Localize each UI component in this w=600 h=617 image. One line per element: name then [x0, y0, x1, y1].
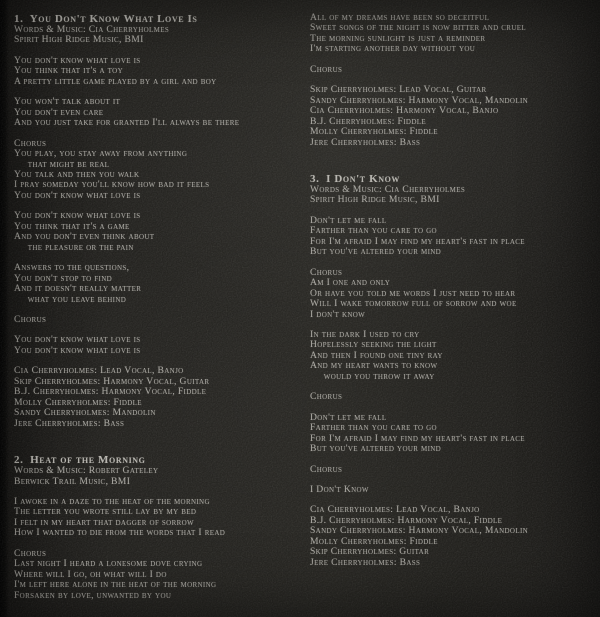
song-3-credits	[310, 505, 598, 568]
lyric-line: And you don't even think about	[14, 231, 155, 243]
song-3-chorus-ref-2	[310, 465, 598, 475]
credit-line: Skip Cherryholmes: Lead Vocal, Guitar	[310, 84, 487, 96]
lyric-line: Chorus	[310, 463, 343, 475]
song-3-verse-2	[310, 330, 598, 382]
lyric-line: Spirit High Ridge Music, BMI	[310, 194, 440, 206]
lyric-line: what you leave behind	[14, 293, 127, 305]
lyric-line: Last night I heard a lonesome dove crying	[14, 558, 203, 570]
credit-line: Sandy Cherryholmes: Harmony Vocal, Mandolin	[310, 94, 529, 106]
lyric-line: But you've altered your mind	[310, 246, 442, 258]
song-2-chorus-ref	[310, 65, 598, 75]
lyric-line: I Don't Know	[310, 483, 369, 495]
lyric-line: that might be real	[14, 158, 110, 170]
lyric-line: You don't know what love is	[14, 210, 141, 222]
lyric-line: Chorus	[14, 547, 47, 559]
song-1-credits	[14, 366, 306, 429]
song-3-verse-3	[310, 413, 598, 455]
lyric-line: You don't know what love is	[14, 334, 141, 346]
song-1-verse-1	[14, 56, 306, 87]
lyric-line: You don't know what love is	[14, 189, 141, 201]
lyric-line: Farther than you care to go	[310, 225, 437, 237]
credit-line: B.J. Cherryholmes: Harmony Vocal, Fiddle	[14, 386, 207, 398]
song-1-chorus-ref	[14, 315, 306, 325]
lyric-line: You don't even care	[14, 106, 104, 118]
credit-line: B.J. Cherryholmes: Fiddle	[310, 115, 426, 127]
lyric-line: Spirit High Ridge Music, BMI	[14, 34, 144, 46]
lyric-line: Where will I go, oh what will I do	[14, 568, 167, 580]
lyrics-column-left	[14, 13, 306, 611]
lyric-line: I'm starting another day without you	[310, 43, 476, 55]
credit-line: Molly Cherryholmes: Fiddle	[310, 535, 438, 547]
lyric-line: would you throw it away	[310, 370, 435, 382]
credit-line: Jere Cherryholmes: Bass	[14, 417, 125, 429]
lyric-line: The letter you wrote still lay by my bed	[14, 506, 197, 518]
credit-line: Sandy Cherryholmes: Harmony Vocal, Mandolin	[310, 525, 529, 537]
credit-line: B.J. Cherryholmes: Harmony Vocal, Fiddle	[310, 514, 503, 526]
credit-line: Cia Cherryholmes: Lead Vocal, Banjo	[310, 504, 480, 516]
lyric-line: Words & Music: Cia Cherryholmes	[14, 24, 170, 35]
song-3-outro	[310, 485, 598, 495]
lyric-line: But you've altered your mind	[310, 443, 442, 455]
lyric-line: Hopelessly seeking the light	[310, 339, 437, 351]
lyric-line: Or have you told me words I just need to hear	[310, 287, 516, 299]
lyric-line: I pray someday you'll know how bad it feels	[14, 179, 210, 191]
lyric-line: You won't talk about it	[14, 96, 121, 108]
lyric-line: I'm left here alone in the heat of the morning	[14, 579, 217, 591]
song-3-header	[310, 173, 598, 206]
lyric-line: You don't know what love is	[14, 54, 141, 66]
lyric-line: For I'm afraid I may find my heart's fast in place	[310, 432, 525, 444]
lyric-line: Chorus	[310, 63, 343, 75]
lyric-line: You think that it's a toy	[14, 65, 123, 77]
lyric-line: Sweet songs of the night is now bitter and cruel	[310, 22, 526, 34]
song-1-verse-3	[14, 211, 306, 253]
lyric-line: All of my dreams have been so deceitful	[310, 12, 490, 23]
song-2-chorus	[14, 549, 306, 601]
lyric-line: Chorus	[14, 313, 47, 325]
credit-line: Jere Cherryholmes: Bass	[310, 556, 421, 568]
song-3-chorus-ref-1	[310, 392, 598, 402]
song-3-chorus	[310, 268, 598, 320]
lyric-line: The morning sunlight is just a reminder	[310, 32, 486, 44]
lyric-line: Berwick Trail Music, BMI	[14, 475, 131, 487]
song-title: 1. You Don't Know What Love Is	[14, 13, 198, 25]
lyric-line: Chorus	[310, 391, 343, 403]
song-3-verse-1	[310, 216, 598, 258]
credit-line: Jere Cherryholmes: Bass	[310, 136, 421, 148]
song-1-chorus	[14, 139, 306, 202]
lyric-line: the pleasure or the pain	[14, 241, 134, 253]
credit-line: Cia Cherryholmes: Lead Vocal, Banjo	[14, 365, 184, 377]
song-1-outro	[14, 335, 306, 356]
song-2-credits	[310, 85, 598, 148]
lyric-line: Chorus	[310, 266, 343, 278]
credit-line: Molly Cherryholmes: Fiddle	[14, 396, 142, 408]
lyric-line: Farther than you care to go	[310, 422, 437, 434]
credit-line: Skip Cherryholmes: Harmony Vocal, Guitar	[14, 375, 210, 387]
lyric-line: You play, you stay away from anything	[14, 148, 188, 160]
lyric-line: For I'm afraid I may find my heart's fast in place	[310, 235, 525, 247]
song-1-verse-2	[14, 97, 306, 128]
song-1-header	[14, 13, 306, 46]
song-title: 2. Heat of the Morning	[14, 454, 146, 467]
lyric-line: Don't let me fall	[310, 214, 387, 226]
song-title: 3. I Don't Know	[310, 172, 401, 185]
lyrics-column-right	[310, 13, 598, 578]
lyric-line: And my heart wants to know	[310, 360, 438, 372]
song-2-verse-1	[14, 497, 306, 539]
lyric-line: Will I wake tomorrow full of sorrow and woe	[310, 298, 517, 310]
lyric-line: And it doesn't really matter	[14, 283, 142, 295]
lyric-line: Words & Music: Cia Cherryholmes	[310, 183, 466, 195]
song-2-verse-2	[310, 13, 598, 55]
credit-line: Cia Cherryholmes: Harmony Vocal, Banjo	[310, 105, 499, 117]
lyric-line: And you just take for granted I'll always be there	[14, 117, 240, 129]
scan-edge-shadow	[0, 0, 9, 617]
lyric-line: I don't know	[310, 308, 366, 320]
lyric-line: You don't stop to find	[14, 272, 113, 284]
lyric-line: In the dark I used to cry	[310, 328, 420, 340]
lyric-line: And then I found one tiny ray	[310, 349, 443, 361]
credit-line: Sandy Cherryholmes: Mandolin	[14, 407, 156, 419]
song-1-verse-4	[14, 263, 306, 305]
lyric-line: You think that it's a game	[14, 220, 130, 232]
lyric-line: You talk and then you walk	[14, 168, 140, 180]
lyric-line: Am I one and only	[310, 277, 391, 289]
lyric-line: Don't let me fall	[310, 411, 387, 423]
lyric-line: I felt in my heart that dagger of sorrow	[14, 516, 194, 528]
lyric-line: A pretty little game played by a girl and boy	[14, 75, 217, 87]
song-2-header	[14, 454, 306, 487]
lyric-line: How I wanted to die from the words that I read	[14, 527, 226, 539]
lyric-line: Answers to the questions,	[14, 262, 130, 274]
lyric-line: I awoke in a daze to the heat of the morning	[14, 495, 210, 507]
lyric-line: Words & Music: Robert Gateley	[14, 465, 159, 477]
lyric-line: Forsaken by love, unwanted by you	[14, 589, 172, 601]
credit-line: Molly Cherryholmes: Fiddle	[310, 126, 438, 138]
credit-line: Skip Cherryholmes: Guitar	[310, 546, 430, 558]
lyric-line: You don't know what love is	[14, 344, 141, 356]
lyric-line: Chorus	[14, 137, 47, 149]
